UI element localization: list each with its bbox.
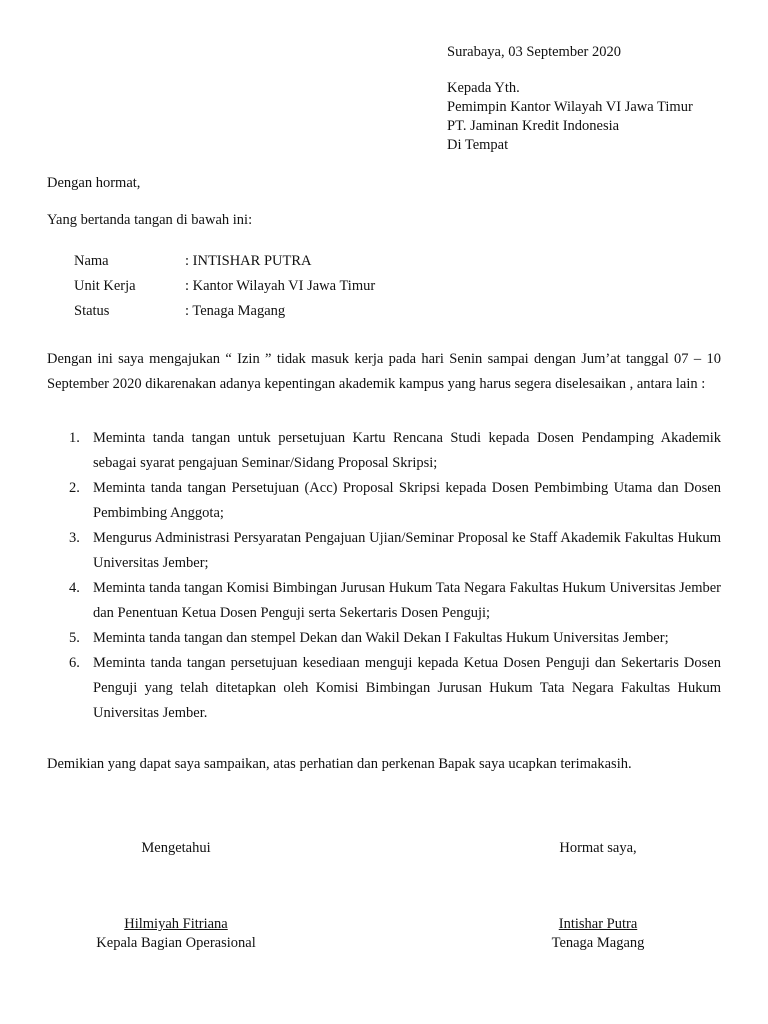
signature-right-title: Tenaga Magang	[551, 935, 645, 951]
list-item-number: 6.	[69, 655, 80, 671]
identity-value-status: : Tenaga Magang	[185, 303, 286, 319]
list-item-number: 1.	[69, 430, 80, 446]
list-item-number: 3.	[69, 530, 80, 546]
recipient-line-4: Di Tempat	[447, 137, 509, 153]
list-item-text: Meminta tanda tangan persetujuan kesediaan menguji kepada Ketua Dosen Penguji dan Sekertaris Dosen Penguji yang telah ditetapkan oleh Komisi Bimbingan Jurusan Hukum Tata Negara Fakultas Hukum Universitas Jember.	[93, 655, 721, 721]
signature-left-title: Kepala Bagian Operasional	[96, 935, 256, 951]
recipient-line-2: Pemimpin Kantor Wilayah VI Jawa Timur	[447, 99, 693, 115]
signature-left-heading: Mengetahui	[141, 840, 211, 856]
signature-left-name-text: Hilmiyah Fitriana	[124, 916, 228, 932]
identity-value-nama: : INTISHAR PUTRA	[185, 253, 312, 269]
intro-line: Yang bertanda tangan di bawah ini:	[47, 212, 253, 228]
identity-label-nama: Nama	[74, 253, 109, 269]
letter-date: Surabaya, 03 September 2020	[447, 44, 621, 60]
list-item-number: 2.	[69, 480, 80, 496]
list-item	[47, 476, 721, 526]
closing-sentence: Demikian yang dapat saya sampaikan, atas perhatian dan perkenan Bapak saya ucapkan terimakasih.	[47, 756, 632, 772]
recipient-line-3: PT. Jaminan Kredit Indonesia	[447, 118, 620, 134]
signature-left-name	[76, 916, 276, 933]
signature-right-name-text: Intishar Putra	[558, 916, 638, 932]
list-item-text: Meminta tanda tangan Persetujuan (Acc) Proposal Skripsi kepada Dosen Pembimbing Utama dan Dosen Pembimbing Anggota;	[93, 480, 721, 521]
identity-label-status: Status	[74, 303, 110, 319]
list-item	[47, 651, 721, 726]
list-item-text: Meminta tanda tangan dan stempel Dekan dan Wakil Dekan I Fakultas Hukum Universitas Jember;	[93, 630, 669, 646]
list-item	[47, 626, 721, 651]
signature-right-name	[498, 916, 698, 933]
body-paragraph: Dengan ini saya mengajukan “ Izin ” tidak masuk kerja pada hari Senin sampai dengan Jum’at tanggal 07 – 10 September 2020 dikarenakan adanya kepentingan akademik kampus yang harus segera diselesaikan , antara lain :	[47, 351, 721, 392]
salutation: Dengan hormat,	[47, 175, 141, 191]
list-item	[47, 576, 721, 626]
list-item	[47, 526, 721, 576]
list-item-text: Meminta tanda tangan untuk persetujuan Kartu Rencana Studi kepada Dosen Pendamping Akademik sebagai syarat pengajuan Seminar/Sidang Proposal Skripsi;	[93, 430, 721, 471]
list-item-number: 4.	[69, 580, 80, 596]
list-item-text: Mengurus Administrasi Persyaratan Pengajuan Ujian/Seminar Proposal ke Staff Akademik Fakultas Hukum Universitas Jember;	[93, 530, 721, 571]
identity-value-unit-kerja: : Kantor Wilayah VI Jawa Timur	[185, 278, 376, 294]
request-list	[47, 426, 721, 726]
list-item-number: 5.	[69, 630, 80, 646]
list-item	[47, 426, 721, 476]
signature-right-heading: Hormat saya,	[559, 840, 637, 856]
list-item-text: Meminta tanda tangan Komisi Bimbingan Jurusan Hukum Tata Negara Fakultas Hukum Universitas Jember dan Penentuan Ketua Dosen Penguji serta Sekertaris Dosen Penguji;	[93, 580, 721, 621]
recipient-line-1: Kepada Yth.	[447, 80, 520, 96]
identity-label-unit-kerja: Unit Kerja	[74, 278, 136, 294]
